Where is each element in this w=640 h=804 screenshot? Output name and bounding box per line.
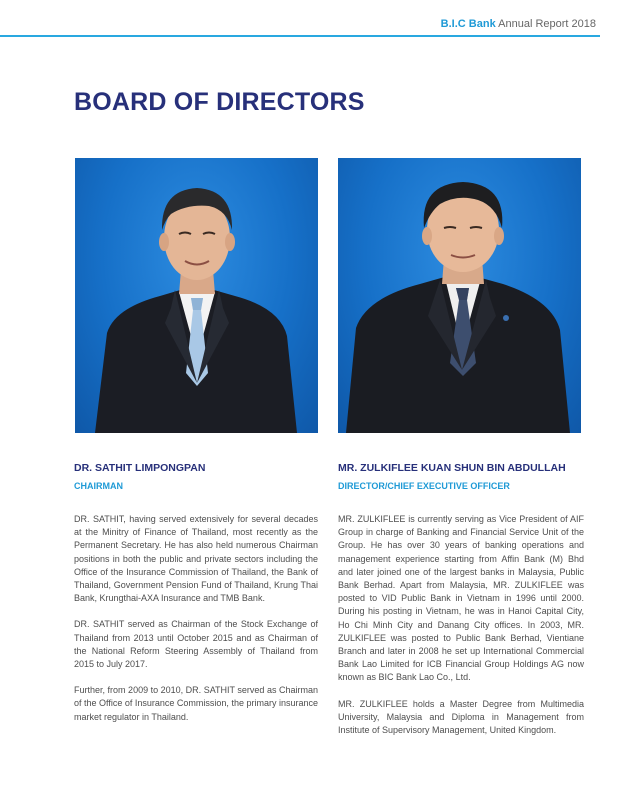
portrait-ceo	[338, 158, 581, 433]
bio-paragraph: DR. SATHIT, having served extensively for several decades at the Minitry of Finance of Thailand, most recently as the Permanent Secretary. He has also held numerous Chairman positions in both the public and private sectors including the Office of the Insurance Commission of Thailand, the Bank of Thailand, Government Pension Fund of Thailand, Krung Thai Bank, Krungthai-AXA Insurance and TMB Bank.	[74, 514, 318, 604]
header-report-title: Annual Report 2018	[495, 18, 596, 30]
bio-paragraph: Further, from 2009 to 2010, DR. SATHIT served as Chairman of the Office of Insurance Commission, the primary insurance market regulator in Thailand.	[74, 685, 318, 722]
header-brand: B.I.C Bank	[440, 18, 496, 30]
director-name: DR. SATHIT LIMPONGPAN	[74, 462, 206, 474]
director-bio	[74, 513, 318, 724]
portrait-chairman	[75, 158, 318, 433]
bio-paragraph: MR. ZULKIFLEE holds a Master Degree from Multimedia University, Malaysia and Diploma in Management from Institute of Supervisory Management, United Kingdom.	[338, 698, 584, 736]
portrait-ceo-illustration	[338, 158, 581, 433]
director-profile-chairman	[74, 461, 318, 737]
portrait-chairman-illustration	[75, 158, 318, 433]
director-name: MR. ZULKIFLEE KUAN SHUN BIN ABDULLAH	[338, 462, 566, 474]
header-rule	[0, 35, 600, 37]
director-profile-ceo	[338, 461, 584, 750]
bio-paragraph: MR. ZULKIFLEE is currently serving as Vice President of AIF Group in charge of Banking and Financial Service Unit of the Group. He has over 30 years of banking operations and management experience starting from Affin Bank (M) Bhd and later joined one of the largest banks in Malaysia, Public Bank Berhad. Apart from Malaysia, MR. ZULKIFLEE was posted to VID Public Bank in Vietnam in 1996 until 2000. During his posting in Vietnam, he was in Hanoi Capital City, Ho Chi Minh City and Danang City offices. In 2003, MR. ZULKIFLEE was posted to Public Bank Berhad, Vientiane Branch and later in 2008 he set up International Commercial Bank Lao Limited for ICB Financial Group Holdings AG now known as BIC Bank Lao Co., Ltd.	[338, 514, 584, 683]
director-role: CHAIRMAN	[74, 481, 123, 491]
running-header	[441, 18, 596, 30]
page-title: BOARD OF DIRECTORS	[74, 88, 365, 116]
director-bio	[338, 513, 584, 737]
director-role: DIRECTOR/CHIEF EXECUTIVE OFFICER	[338, 481, 510, 491]
bio-paragraph: DR. SATHIT served as Chairman of the Stock Exchange of Thailand from 2013 until October 2015 and as Chairman of the National Reform Steering Assembly of Thailand from 2015 to July 2017.	[74, 619, 318, 670]
